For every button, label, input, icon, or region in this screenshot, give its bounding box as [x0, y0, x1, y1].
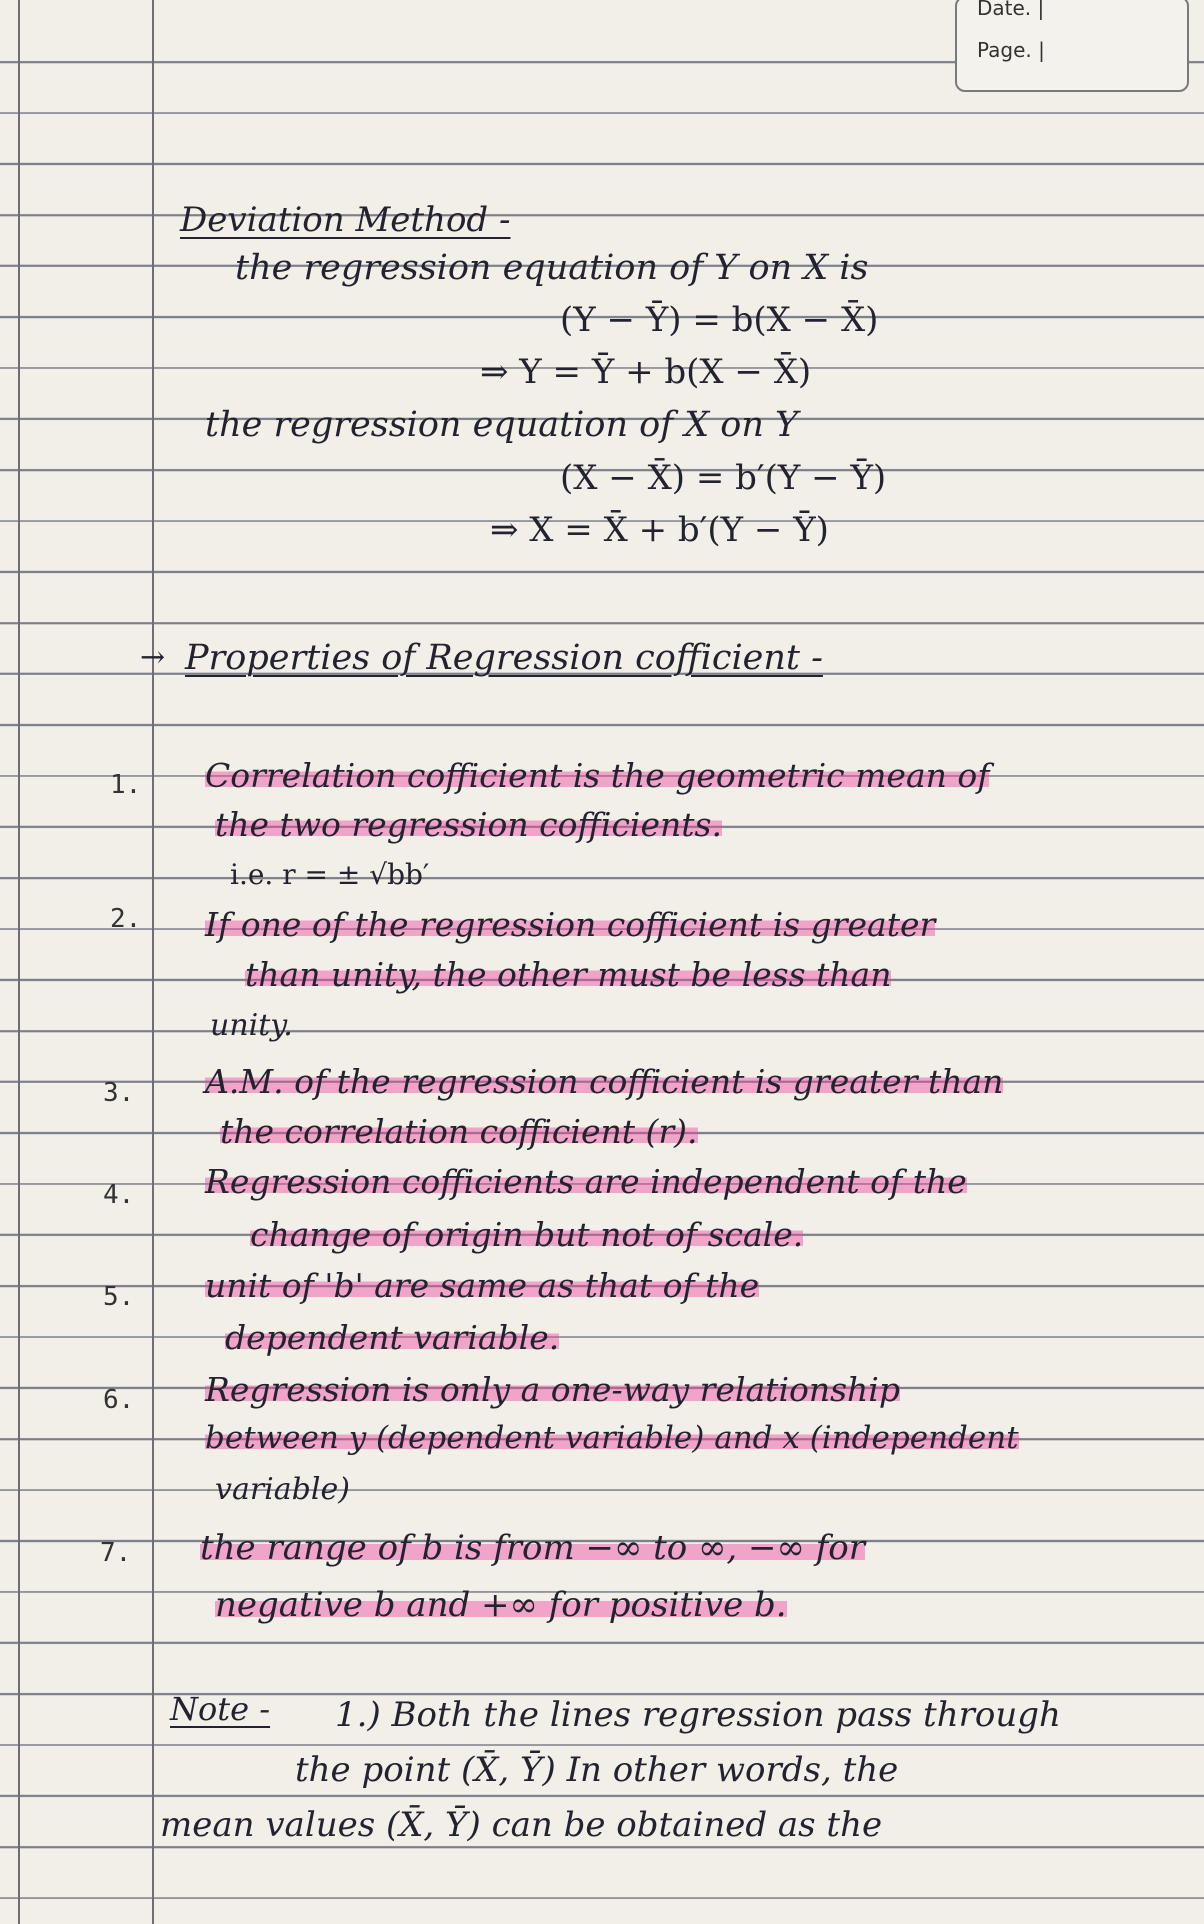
item-number: 1.	[110, 770, 142, 800]
item-line: dependent variable.	[225, 1318, 560, 1357]
item-line: than unity, the other must be less than	[245, 955, 892, 994]
item-line: A.M. of the regression cofficient is greater than	[205, 1062, 1004, 1101]
line-regression-y-on-x: the regression equation of Y on X is	[235, 248, 869, 288]
item-line: unity.	[210, 1008, 293, 1043]
note-line: mean values (X̄, Ȳ) can be obtained as the	[160, 1805, 883, 1845]
margin-rule-main	[152, 0, 154, 1924]
item-line: Regression is only a one-way relationship	[205, 1370, 900, 1409]
note-line: 1.) Both the lines regression pass through	[335, 1695, 1061, 1735]
line-regression-x-on-y: the regression equation of X on Y	[205, 405, 799, 445]
note-label: Note -	[170, 1690, 271, 1728]
item-line: i.e. r = ± √bb′	[230, 858, 430, 891]
margin-rule-left	[18, 0, 20, 1924]
item-line: Correlation cofficient is the geometric mean of	[205, 756, 990, 795]
section-title-deviation: Deviation Method -	[180, 200, 511, 240]
page-label: Page. |	[977, 38, 1045, 62]
item-line: the range of b is from −∞ to ∞, −∞ for	[200, 1528, 865, 1568]
item-line: Regression cofficients are independent of the	[205, 1162, 967, 1201]
item-number: 4.	[103, 1180, 135, 1210]
item-number: 7.	[100, 1538, 132, 1568]
item-number: 3.	[103, 1078, 135, 1108]
item-line: between y (dependent variable) and x (independent	[205, 1420, 1019, 1456]
item-line: the two regression cofficients.	[215, 805, 722, 844]
heading-arrow: →	[140, 640, 166, 675]
item-line: change of origin but not of scale.	[250, 1215, 804, 1254]
item-line: variable)	[215, 1472, 350, 1507]
note-line: the point (X̄, Ȳ) In other words, the	[295, 1750, 899, 1790]
item-line: negative b and +∞ for positive b.	[215, 1585, 787, 1625]
item-line: unit of 'b' are same as that of the	[205, 1266, 760, 1305]
item-number: 6.	[103, 1385, 135, 1415]
section-title-properties: Properties of Regression cofficient -	[185, 638, 823, 678]
item-number: 5.	[103, 1282, 135, 1312]
item-line: If one of the regression cofficient is greater	[205, 905, 936, 944]
equation-4: ⇒ X = X̄ + b′(Y − Ȳ)	[490, 510, 829, 550]
date-label: Date. |	[977, 0, 1045, 20]
date-page-box	[955, 0, 1189, 92]
equation-3: (X − X̄) = b′(Y − Ȳ)	[560, 458, 887, 498]
item-line: the correlation cofficient (r).	[220, 1112, 698, 1151]
equation-2: ⇒ Y = Ȳ + b(X − X̄)	[480, 352, 812, 392]
equation-1: (Y − Ȳ) = b(X − X̄)	[560, 300, 879, 340]
item-number: 2.	[110, 904, 142, 934]
